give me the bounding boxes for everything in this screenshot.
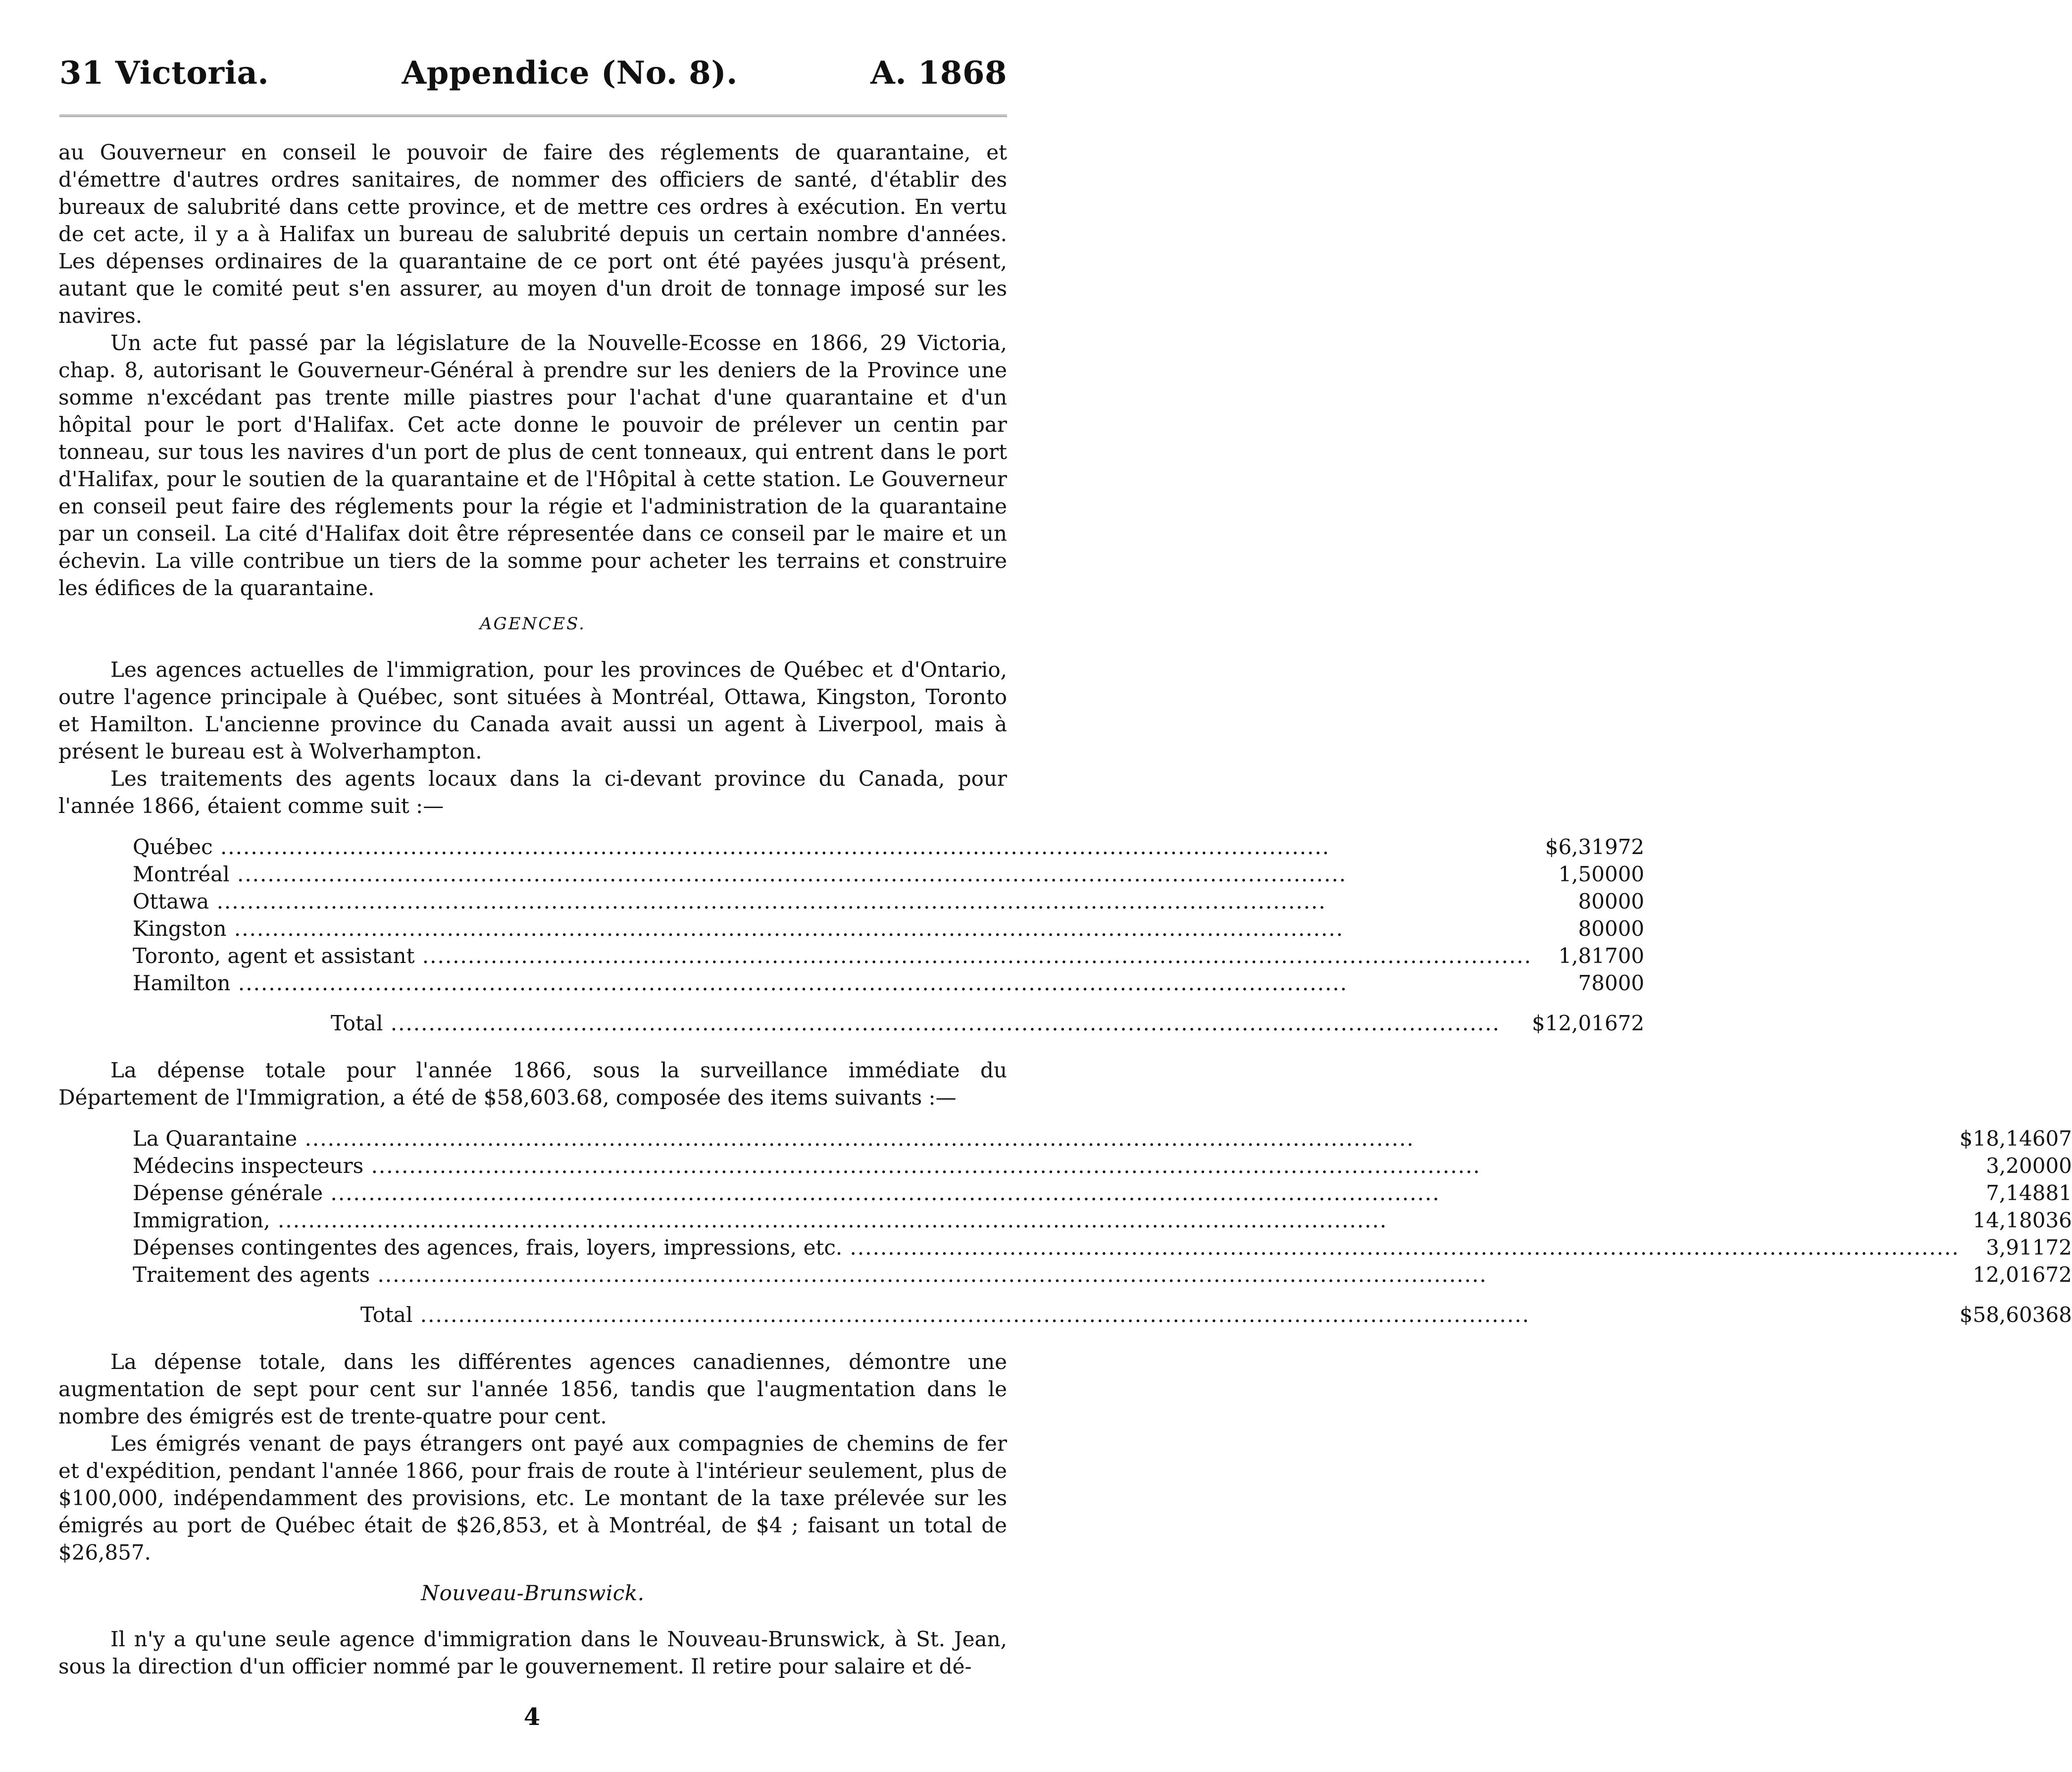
table-row [133, 888, 1644, 915]
table-row [133, 1261, 2072, 1288]
paragraph-emigrant-fees: Les émigrés venant de pays étrangers ont payé aux compagnies de chemins de fer et d'expédition, pendant l'année 1866, pour frais de route à l'intérieur seulement, plus de $100,000, indépendamment des provisions, etc. Le montant de la taxe prélevée sur les émigrés au port de Québec était de $26,853, et à Montréal, de $4 ; faisant un total de $26,857. [58, 1431, 1007, 1565]
row-cents: 00 [1617, 889, 1645, 913]
row-label: Traitement des agents [133, 1263, 370, 1287]
row-cents: 00 [1617, 944, 1645, 968]
paragraph-quarantine-halifax: au Gouverneur en conseil le pouvoir de faire des réglements de quarantaine, et d'émettre d'autres ordres sanitaires, de nommer des officiers de santé, d'établir des bureaux de salubrité dans cette province, et de mettre ces ordres à exécution. En vertu de cet acte, il y a à Halifax un bureau de salubrité depuis un certain nombre d'années. Les dépenses ordinaires de la quarantaine de ce port ont été payées jusqu'à présent, autant que le comité peut s'en assurer, au moyen d'un droit de tonnage imposé sur les navires. [58, 140, 1007, 328]
table-row [133, 1152, 2072, 1179]
total-cents: 68 [2045, 1303, 2072, 1327]
table-row [133, 1179, 2072, 1207]
header-session: 31 Victoria. [59, 54, 269, 92]
table-total-row [133, 997, 1644, 1037]
row-cents: 00 [1617, 916, 1645, 941]
row-label: Immigration, [133, 1208, 270, 1232]
total-label: Total [360, 1303, 413, 1327]
row-cents: 36 [2045, 1208, 2072, 1232]
running-header [59, 47, 1007, 92]
table-row [133, 942, 1644, 969]
paragraph-salaries-intro: Les traitements des agents locaux dans la ci-devant province du Canada, pour l'année 1866, étaient comme suit :— [58, 766, 1007, 818]
row-cents: 07 [2045, 1126, 2072, 1151]
table-row [133, 915, 1644, 942]
row-dollars: 3,200 [1986, 1154, 2046, 1178]
paragraph-increase: La dépense totale, dans les différentes agences canadiennes, démontre une augmentation de sept pour cent sur l'année 1856, tandis que l'augmentation dans le nombre des émigrés est de trente-quatre pour cent. [58, 1350, 1007, 1428]
table-row [133, 1125, 2072, 1152]
row-cents: 72 [1617, 835, 1645, 859]
row-label: Québec [133, 835, 213, 859]
row-cents: 81 [2045, 1181, 2072, 1205]
total-label: Total [331, 1011, 383, 1035]
table-row [133, 969, 1644, 997]
section-title-agences: AGENCES. [479, 614, 586, 634]
row-dollars: $18,146 [1959, 1126, 2046, 1151]
section-title-nouveau-brunswick: Nouveau-Brunswick. [421, 1581, 645, 1605]
row-label: La Quarantaine [133, 1126, 298, 1151]
page-number: 4 [523, 1703, 541, 1731]
expenses-table [133, 1125, 2072, 1328]
row-dollars: $6,319 [1545, 835, 1618, 859]
total-dollars: $12,016 [1532, 1011, 1618, 1035]
row-dollars: 800 [1578, 916, 1618, 941]
table-row [133, 861, 1644, 888]
table-row [133, 833, 1644, 861]
row-label: Toronto, agent et assistant [133, 944, 415, 968]
paragraph-total-expense: La dépense totale pour l'année 1866, sous la surveillance immédiate du Département de l'Immigration, a été de $58,603.68, composée des items suivants :— [58, 1058, 1007, 1110]
row-dollars: 800 [1578, 889, 1618, 913]
row-dollars: 12,016 [1972, 1263, 2046, 1287]
total-dollars: $58,603 [1959, 1303, 2046, 1327]
row-dollars: 14,180 [1972, 1208, 2046, 1232]
row-dollars: 780 [1578, 971, 1618, 995]
row-cents: 72 [2045, 1235, 2072, 1260]
row-label: Ottawa [133, 889, 209, 913]
body-text [58, 139, 2072, 1680]
row-cents: 00 [1617, 971, 1645, 995]
row-label: Kingston [133, 916, 227, 941]
table-row [133, 1207, 2072, 1234]
header-rule [59, 115, 1007, 117]
row-cents: 72 [2045, 1263, 2072, 1287]
header-appendix: Appendice (No. 8). [402, 54, 738, 92]
row-dollars: 3,911 [1986, 1235, 2046, 1260]
paragraph-nova-scotia-act: Un acte fut passé par la législature de la Nouvelle-Ecosse en 1866, 29 Victoria, chap. 8, autorisant le Gouverneur-Général à prendre sur les deniers de la Province une somme n'excédant pas trente mille piastres pour l'achat d'une quarantaine et d'un hôpital pour le port d'Halifax. Cet acte donne le pouvoir de prélever un centin par tonneau, sur tous les navires d'un port de plus de cent tonneaux, qui entrent dans le port d'Halifax, pour le soutien de la quarantaine et de l'Hôpital à cette station. Le Gouverneur en conseil peut faire des réglements pour la régie et l'administration de la quarantaine par un conseil. La cité d'Halifax doit être répresentée dans ce conseil par le maire et un échevin. La ville contribue un tiers de la somme pour acheter les terrains et construire les édifices de la quarantaine. [58, 331, 1007, 600]
salaries-table [133, 833, 1644, 1037]
row-dollars: 1,817 [1558, 944, 1618, 968]
row-dollars: 1,500 [1558, 862, 1618, 886]
paragraph-agences: Les agences actuelles de l'immigration, pour les provinces de Québec et d'Ontario, outre l'agence principale à Québec, sont situées à Montréal, Ottawa, Kingston, Toronto et Hamilton. L'ancienne province du Canada avait aussi un agent à Liverpool, mais à présent le bureau est à Wolverhampton. [58, 658, 1007, 763]
row-cents: 00 [1617, 862, 1645, 886]
header-year: A. 1868 [870, 54, 1007, 92]
table-total-row [133, 1288, 2072, 1328]
row-label: Dépenses contingentes des agences, frais, loyers, impressions, etc. [133, 1235, 843, 1260]
total-cents: 72 [1617, 1011, 1645, 1035]
row-dollars: 7,148 [1986, 1181, 2046, 1205]
row-label: Montréal [133, 862, 230, 886]
row-label: Médecins inspecteurs [133, 1154, 364, 1178]
row-label: Dépense générale [133, 1181, 323, 1205]
row-label: Hamilton [133, 971, 231, 995]
table-row [133, 1234, 2072, 1261]
row-cents: 00 [2045, 1154, 2072, 1178]
paragraph-st-jean-agency: Il n'y a qu'une seule agence d'immigration dans le Nouveau-Brunswick, à St. Jean, sous la direction d'un officier nommé par le gouvernement. Il retire pour salaire et dé- [58, 1627, 1007, 1678]
